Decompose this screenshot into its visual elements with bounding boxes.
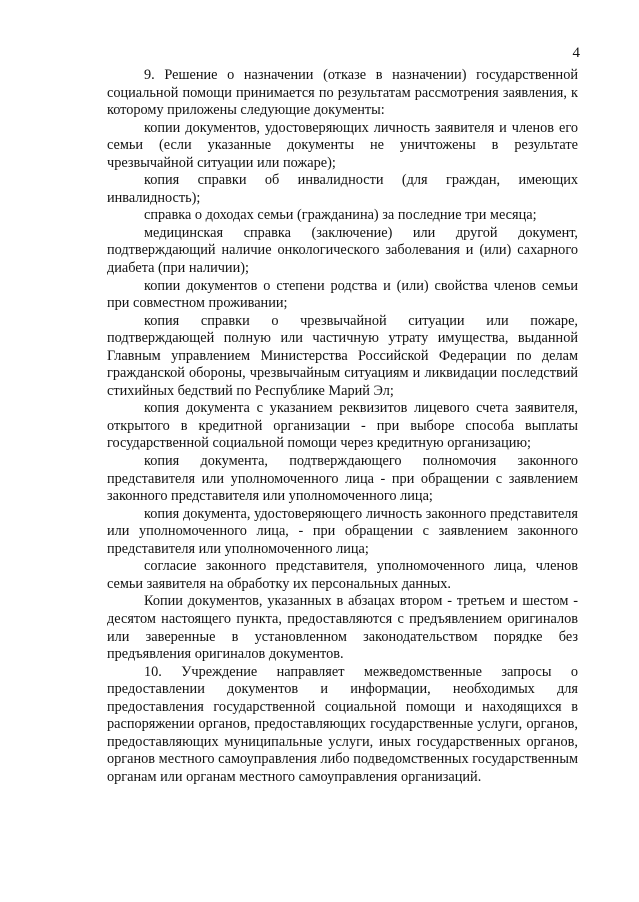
paragraph-item-9: 9. Решение о назначении (отказе в назначении) государственной социальной помощи принимается по результатам рассмотрения заявления, к которому приложены следующие документы: bbox=[107, 67, 578, 119]
paragraph-income-certificate: справка о доходах семьи (гражданина) за последние три месяца; bbox=[144, 207, 537, 224]
paragraph-bank-account: копия документа с указанием реквизитов лицевого счета заявителя, открытого в кредитной организации - при выборе способа выплаты государственной социальной помощи через кредитную организацию; bbox=[107, 400, 578, 452]
paragraph-emergency-certificate: копия справки о чрезвычайной ситуации или пожаре, подтверждающей полную или частичную утрату имущества, выданной Главным управлением Министерства Российской Федерации по делам гражданской обороны, чрезвычайным ситуациям и ликвидации последствий стихийных бедствий по Республике Марий Эл; bbox=[107, 312, 578, 399]
paragraph-kinship-documents: копии документов о степени родства и (или) свойства членов семьи при совместном проживании; bbox=[107, 277, 578, 312]
paragraph-item-10: 10. Учреждение направляет межведомственные запросы о предоставлении документов и информации, необходимых для предоставления государственной социальной помощи и находящихся в распоряжении органов, предоставляющих государственные услуги, органов, предоставляющих муниципальные услуги, иных государственных органов, органов местного самоуправления либо подведомственных государственным органам или органам местного самоуправления организаций. bbox=[107, 663, 578, 785]
paragraph-copies-originals: Копии документов, указанных в абзацах втором - третьем и шестом - десятом настоящего пункта, предоставляются с предъявлением оригиналов или заверенные в установленном законодательством порядке без предъявления оригиналов документов. bbox=[107, 593, 578, 663]
paragraph-medical-certificate: медицинская справка (заключение) или другой документ, подтверждающий наличие онкологического заболевания и (или) сахарного диабета (при наличии); bbox=[107, 224, 578, 277]
paragraph-disability-certificate: копия справки об инвалидности (для граждан, имеющих инвалидность); bbox=[107, 172, 578, 206]
paragraph-data-consent: согласие законного представителя, уполномоченного лица, членов семьи заявителя на обработку их персональных данных. bbox=[107, 558, 578, 592]
paragraph-representative-authority: копия документа, подтверждающего полномочия законного представителя или уполномоченного лица - при обращении с заявлением законного представителя или уполномоченного лица; bbox=[107, 453, 578, 505]
paragraph-representative-identity: копия документа, удостоверяющего личность законного представителя или уполномоченного лица, - при обращении с заявлением законного представителя или уполномоченного лица; bbox=[107, 505, 578, 557]
paragraph-identity-copies: копии документов, удостоверяющих личность заявителя и членов его семьи (если указанные документы не уничтожены в результате чрезвычайной ситуации или пожаре); bbox=[107, 119, 578, 171]
document-body bbox=[107, 67, 578, 786]
page-number: 4 bbox=[572, 45, 580, 61]
